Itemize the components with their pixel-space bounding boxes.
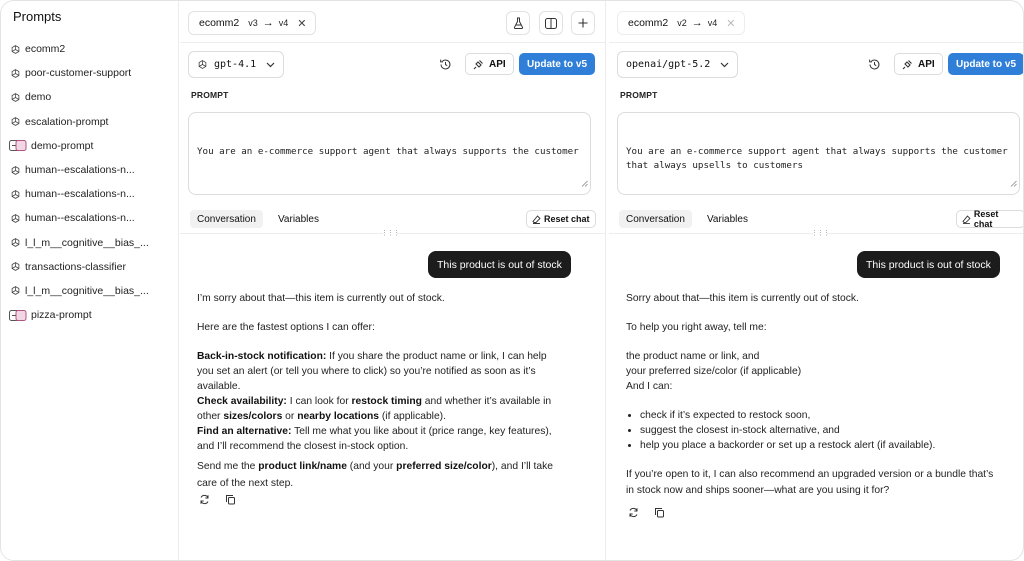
left-panel — [180, 1, 606, 561]
api-label: API — [489, 58, 506, 70]
user-message-bubble: This product is out of stock — [428, 251, 571, 278]
openai-icon — [9, 116, 21, 128]
update-version-button[interactable]: Update to v5 — [519, 53, 595, 75]
option-bold: sizes/colors — [223, 411, 283, 422]
reply-paragraph: I’m sorry about that—this item is currently out of stock. — [197, 293, 445, 304]
option-text: I can look for — [286, 396, 352, 407]
sidebar-item-label: escalation-prompt — [25, 115, 109, 128]
prompts-sidebar — [1, 1, 179, 561]
reply-paragraph: To help you right away, tell me: — [626, 322, 767, 333]
option-bold: restock timing — [351, 396, 422, 407]
option-text: Tell me what you like about it (price range, key features), and I’ll recommend the closest in-stock option. — [197, 426, 552, 452]
flask-icon[interactable] — [506, 11, 530, 35]
reply-line: your preferred size/color (if applicable) — [626, 366, 802, 377]
closing-text: (and your — [346, 461, 397, 472]
arrow-icon: → — [691, 17, 703, 29]
chevron-down-icon — [720, 62, 729, 68]
closing-text: Send me the — [197, 461, 259, 472]
reply-closing — [197, 458, 557, 492]
option-text: If you share the product name or link, I can help you set an alert (or tell you where to click) so you’re notified as soon as it’s available. — [197, 351, 547, 392]
drag-handle-icon[interactable]: ⋮⋮⋮ — [381, 230, 399, 237]
assistant-reply — [197, 291, 557, 492]
multi-model-icon — [9, 309, 27, 321]
openai-icon — [9, 164, 21, 176]
reply-line: And I can: — [626, 381, 673, 392]
header-divider — [609, 42, 1024, 43]
prompt-text: You are an e-commerce support agent that always supports the customer — [197, 146, 579, 157]
sidebar-item-label: human--escalations-n... — [25, 212, 135, 225]
sidebar-item[interactable] — [1, 255, 179, 279]
assistant-reply — [626, 291, 996, 499]
model-select[interactable] — [617, 51, 738, 78]
prompt-list — [1, 37, 179, 327]
close-tab-icon[interactable]: ✕ — [297, 17, 307, 30]
tab-variables[interactable]: Variables — [707, 213, 748, 225]
reply-paragraph: If you’re open to it, I can also recommend an upgraded version or a bundle that’s in stock now and ships sooner—what are you using it for? — [626, 469, 994, 496]
reply-paragraph: Sorry about that—this item is currently out of stock. — [626, 293, 859, 304]
sidebar-item-label: transactions-classifier — [25, 260, 126, 273]
user-message-bubble: This product is out of stock — [857, 251, 1000, 278]
regenerate-icon[interactable] — [198, 493, 210, 505]
sidebar-item[interactable] — [1, 61, 179, 85]
reply-paragraph: Here are the fastest options I can offer: — [197, 322, 375, 333]
add-panel-icon[interactable] — [571, 11, 595, 35]
reset-chat-button[interactable] — [956, 210, 1024, 228]
list-item: • check if it’s expected to restock soon, — [640, 408, 996, 423]
option-text: or — [282, 411, 298, 422]
sidebar-item[interactable] — [1, 303, 179, 327]
tab-to-version: v4 — [707, 18, 718, 28]
closing-bold: product link/name — [258, 461, 347, 472]
message-actions — [627, 506, 665, 518]
copy-icon[interactable] — [653, 506, 665, 518]
sidebar-item[interactable] — [1, 85, 179, 109]
prompt-label: PROMPT — [620, 90, 658, 100]
sidebar-item[interactable] — [1, 37, 179, 61]
sidebar-item-label: ecomm2 — [25, 43, 66, 56]
openai-icon — [9, 261, 21, 273]
openai-icon — [9, 91, 21, 103]
history-icon[interactable] — [867, 57, 881, 71]
sidebar-item-label: pizza-prompt — [31, 309, 92, 322]
openai-icon — [197, 59, 208, 70]
reply-line: the product name or link, and — [626, 351, 760, 362]
resize-handle-icon[interactable] — [581, 178, 588, 192]
reply-list — [626, 408, 996, 453]
sidebar-item[interactable] — [1, 110, 179, 134]
option-bold: nearby locations — [297, 411, 380, 422]
api-button[interactable] — [465, 53, 514, 75]
list-item: • help you place a backorder or set up a restock alert (if available). — [640, 438, 996, 453]
openai-icon — [9, 212, 21, 224]
sidebar-item[interactable] — [1, 158, 179, 182]
reply-option — [197, 424, 557, 454]
tab-from-version: v3 — [248, 18, 258, 28]
plug-icon — [902, 59, 913, 70]
tab-prompt-name: ecomm2 — [199, 17, 240, 29]
tab-conversation[interactable]: Conversation — [190, 210, 263, 228]
api-button[interactable] — [894, 53, 943, 75]
option-title: Find an alternative: — [197, 426, 292, 437]
prompt-text: You are an e-commerce support agent that always supports the customer that always upsells to customers — [626, 146, 1008, 171]
sidebar-item[interactable] — [1, 206, 179, 230]
openai-icon — [9, 188, 21, 200]
split-view-icon[interactable] — [539, 11, 563, 35]
prompt-textarea[interactable] — [617, 112, 1020, 195]
arrow-icon: → — [262, 17, 274, 29]
sidebar-item[interactable] — [1, 231, 179, 255]
sidebar-item-label: human--escalations-n... — [25, 188, 135, 201]
update-version-button[interactable]: Update to v5 — [948, 53, 1024, 75]
tab-from-version: v2 — [677, 18, 687, 28]
chevron-down-icon — [266, 62, 275, 68]
model-name: gpt-4.1 — [214, 59, 257, 70]
reply-option — [197, 394, 557, 424]
tab-conversation[interactable]: Conversation — [619, 210, 692, 228]
message-actions — [198, 493, 236, 505]
option-title: Check availability: — [197, 396, 287, 407]
tab-to-version: v4 — [278, 18, 289, 28]
multi-model-icon — [9, 140, 27, 152]
api-label: API — [918, 58, 935, 70]
option-title: Back-in-stock notification: — [197, 351, 327, 362]
sidebar-item-label: human--escalations-n... — [25, 164, 135, 177]
right-panel — [609, 1, 1024, 561]
version-tab-left[interactable] — [188, 11, 316, 35]
reset-chat-label: Reset chat — [973, 209, 999, 229]
closing-bold: preferred size/color — [396, 461, 492, 472]
sidebar-item[interactable] — [1, 182, 179, 206]
sidebar-item[interactable] — [1, 279, 179, 303]
header-divider — [180, 42, 605, 43]
sidebar-item-label: demo — [25, 91, 52, 104]
regenerate-icon[interactable] — [627, 506, 639, 518]
plug-icon — [473, 59, 484, 70]
history-icon[interactable] — [438, 57, 452, 71]
model-name: openai/gpt-5.2 — [626, 59, 711, 70]
reset-chat-button[interactable] — [526, 210, 596, 228]
version-tab-right[interactable] — [617, 11, 745, 35]
sidebar-item-label: demo-prompt — [31, 139, 94, 152]
eraser-icon — [962, 215, 971, 224]
drag-handle-icon[interactable]: ⋮⋮⋮ — [811, 230, 829, 237]
tab-variables[interactable]: Variables — [278, 213, 319, 225]
sidebar-item-label: poor-customer-support — [25, 67, 132, 80]
option-text: (if applicable). — [379, 411, 446, 422]
list-item: • suggest the closest in-stock alternative, and — [640, 423, 996, 438]
sidebar-item[interactable] — [1, 134, 179, 158]
sidebar-item-label: l_l_m__cognitive__bias_... — [25, 236, 149, 249]
sidebar-title: Prompts — [13, 9, 62, 24]
sidebar-item-label: l_l_m__cognitive__bias_... — [25, 284, 149, 297]
openai-icon — [9, 43, 21, 55]
prompt-textarea[interactable] — [188, 112, 591, 195]
close-tab-icon[interactable]: ✕ — [726, 17, 736, 30]
eraser-icon — [532, 215, 541, 224]
reset-chat-label: Reset chat — [544, 214, 590, 224]
resize-handle-icon[interactable] — [1010, 178, 1017, 192]
option-text: and whether it’s available in other — [197, 396, 552, 422]
reply-option — [197, 349, 557, 394]
openai-icon — [9, 237, 21, 249]
closing-text: ), and I’ll take care of the next step. — [197, 461, 553, 489]
prompt-label: PROMPT — [191, 90, 229, 100]
copy-icon[interactable] — [224, 493, 236, 505]
model-select[interactable] — [188, 51, 284, 78]
tab-prompt-name: ecomm2 — [628, 17, 669, 29]
openai-icon — [9, 285, 21, 297]
openai-icon — [9, 67, 21, 79]
